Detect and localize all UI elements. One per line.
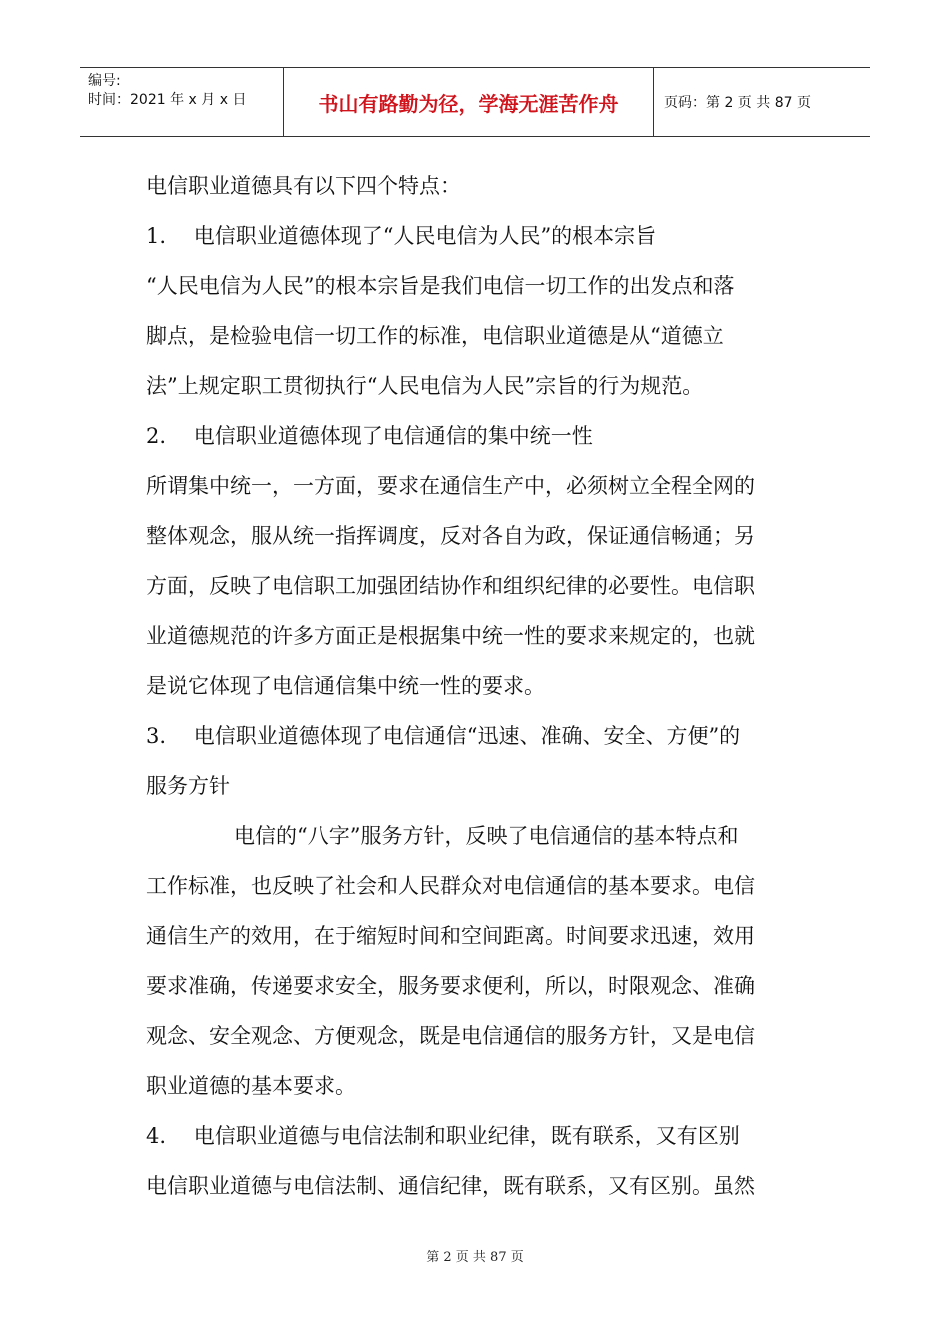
paragraph-line: 脚点，是检验电信一切工作的标准，电信职业道德是从“道德立 <box>146 324 724 348</box>
paragraph-line: 整体观念，服从统一指挥调度，反对各自为政，保证通信畅通；另 <box>146 524 755 548</box>
paragraph-line: “人民电信为人民”的根本宗旨是我们电信一切工作的出发点和落 <box>146 274 735 298</box>
header-page-info: 页码：第 2 页 共 87 页 <box>664 95 811 111</box>
paragraph-line: 要求准确，传递要求安全，服务要求便利，所以，时限观念、准确 <box>146 974 755 998</box>
section-heading: 4. 电信职业道德与电信法制和职业纪律，既有联系，又有区别 <box>146 1124 740 1148</box>
paragraph-line: 通信生产的效用，在于缩短时间和空间距离。时间要求迅速，效用 <box>146 924 755 948</box>
paragraph-line: 电信的“八字”服务方针，反映了电信通信的基本特点和 <box>234 824 739 848</box>
page-header <box>80 67 870 137</box>
paragraph-line: 电信职业道德与电信法制、通信纪律，既有联系，又有区别。虽然 <box>146 1174 755 1198</box>
paragraph-line: 观念、安全观念、方便观念，既是电信通信的服务方针，又是电信 <box>146 1024 755 1048</box>
paragraph-line: 是说它体现了电信通信集中统一性的要求。 <box>146 674 545 698</box>
paragraph-line: 服务方针 <box>146 774 230 798</box>
paragraph-line: 工作标准，也反映了社会和人民群众对电信通信的基本要求。电信 <box>146 874 755 898</box>
paragraph-line: 法”上规定职工贯彻执行“人民电信为人民”宗旨的行为规范。 <box>146 374 704 398</box>
section-heading: 2. 电信职业道德体现了电信通信的集中统一性 <box>146 424 593 448</box>
paragraph-line: 所谓集中统一，一方面，要求在通信生产中，必须树立全程全网的 <box>146 474 755 498</box>
paragraph-line: 职业道德的基本要求。 <box>146 1074 356 1098</box>
time-label: 时间：2021 年 x 月 x 日 <box>88 92 247 108</box>
header-motto: 书山有路勤为径，学海无涯苦作舟 <box>284 68 654 136</box>
section-heading: 1. 电信职业道德体现了“人民电信为人民”的根本宗旨 <box>146 224 657 248</box>
page-footer: 第 2 页 共 87 页 <box>426 1250 524 1265</box>
paragraph-line: 业道德规范的许多方面正是根据集中统一性的要求来规定的，也就 <box>146 624 755 648</box>
section-heading: 3. 电信职业道德体现了电信通信“迅速、准确、安全、方便”的 <box>146 724 741 748</box>
header-meta <box>80 68 284 136</box>
paragraph-line: 方面，反映了电信职工加强团结协作和组织纪律的必要性。电信职 <box>146 574 755 598</box>
number-label: 编号: <box>88 73 121 89</box>
document-body <box>146 166 806 1216</box>
paragraph-line: 电信职业道德具有以下四个特点： <box>146 174 461 198</box>
